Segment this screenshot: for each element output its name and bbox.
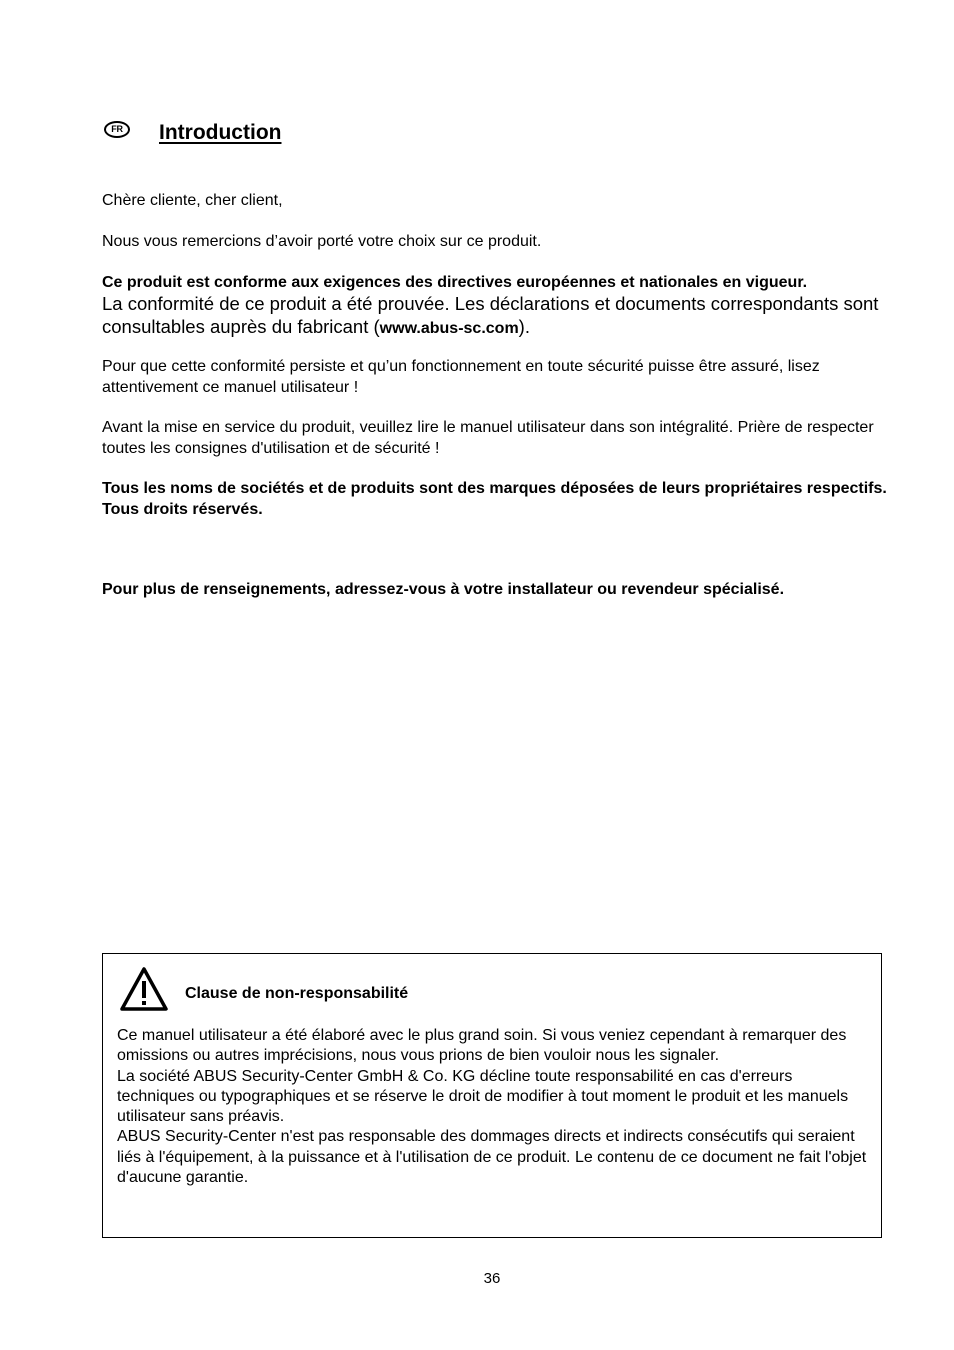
conformity-text: La conformité de ce produit a été prouvée. Les déclarations et documents correspondants sont consultables auprès du fabricant (	[102, 293, 879, 337]
disclaimer-line: La société ABUS Security-Center GmbH & Co. KG décline toute responsabilité en cas d'erreurs techniques ou typographiques et se réserve le droit de modifier à tout moment le produit et les manuels utilisateur sans préavis.	[117, 1067, 849, 1126]
conformity-paragraph	[102, 292, 892, 340]
page-number: 36	[483, 1270, 501, 1287]
before-use-text: Avant la mise en service du produit, veuillez lire le manuel utilisateur dans son intégralité. Prière de respecter toutes les consignes d'utilisation et de sécurité !	[102, 419, 874, 457]
read-manual-text: Pour que cette conformité persiste et qu’un fonctionnement en toute sécurité puisse être assuré, lisez attentivement ce manuel utilisateur !	[102, 358, 820, 396]
disclaimer-line: ABUS Security-Center n'est pas responsable des dommages directs et indirects consécutifs qui seraient liés à l'équipement, à la puissance et à l'utilisation de ce produit. Le contenu de ce document ne fait l'objet d'aucune garantie.	[117, 1128, 867, 1187]
disclaimer-text	[117, 1026, 869, 1188]
greeting-text: Chère cliente, cher client,	[102, 192, 283, 209]
disclaimer-title: Clause de non-responsabilité	[185, 985, 409, 1002]
manufacturer-url: www.abus-sc.com	[379, 320, 519, 337]
language-badge-fr: FR	[104, 121, 130, 138]
trademarks-text: Tous les noms de sociétés et de produits sont des marques déposées de leurs propriétaires respectifs. Tous droits réservés.	[102, 480, 887, 518]
disclaimer-box	[102, 953, 882, 1238]
disclaimer-line: Ce manuel utilisateur a été élaboré avec le plus grand soin. Si vous veniez cependant à remarquer des omissions ou autres imprécisions, nous vous prions de bien vouloir nous les signaler.	[117, 1027, 847, 1065]
warning-triangle-icon	[119, 966, 169, 1012]
thanks-text: Nous vous remercions d’avoir porté votre choix sur ce produit.	[102, 233, 542, 250]
more-info-text: Pour plus de renseignements, adressez-vous à votre installateur ou revendeur spécialisé.	[102, 581, 785, 598]
conformity-close: ).	[518, 316, 530, 337]
conformity-bold-text: Ce produit est conforme aux exigences des directives européennes et nationales en vigueur.	[102, 274, 808, 291]
page-title: Introduction	[159, 121, 282, 144]
